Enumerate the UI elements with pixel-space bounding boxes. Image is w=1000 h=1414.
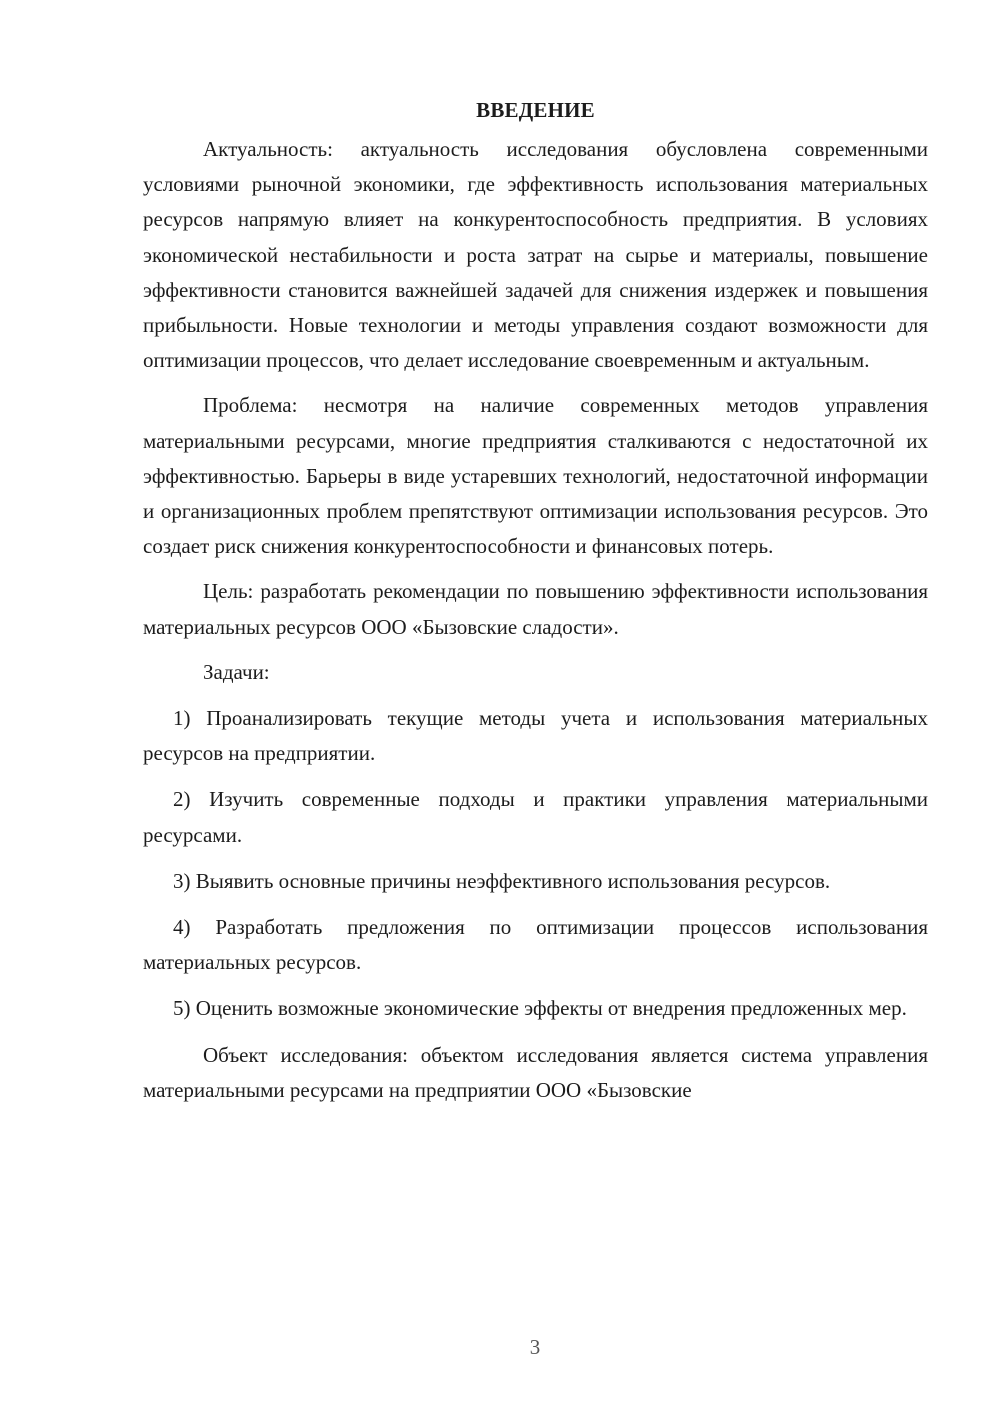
paragraph-goal: Цель: разработать рекомендации по повышению эффективности использования материальных ресурсов ООО «Бызовские сладости». bbox=[143, 579, 928, 639]
paragraph-relevance: Актуальность: актуальность исследования обусловлена современными условиями рыночной экономики, где эффективность использования материальных ресурсов напрямую влияет на конкурентоспособность предприятия. В условиях экономической нестабильности и роста затрат на сырье и материалы, повышение эффективности становится важнейшей задачей для снижения издержек и повышения прибыльности. Новые технологии и методы управления создают возможности для оптимизации процессов, что делает исследование своевременным и актуальным. bbox=[143, 137, 928, 373]
task-item: 1) Проанализировать текущие методы учета и использования материальных ресурсов на предприятии. bbox=[143, 706, 928, 766]
page-number: 3 bbox=[529, 1335, 541, 1359]
task-item: 3) Выявить основные причины неэффективного использования ресурсов. bbox=[173, 868, 831, 893]
section-title: ВВЕДЕНИЕ bbox=[476, 98, 595, 122]
task-item: 2) Изучить современные подходы и практики управления материальными ресурсами. bbox=[143, 787, 928, 847]
page-content bbox=[143, 93, 928, 1108]
tasks-heading: Задачи: bbox=[203, 659, 270, 684]
paragraph-object: Объект исследования: объектом исследования является система управления материальными ресурсами на предприятии ООО «Бызовские bbox=[143, 1042, 928, 1102]
tasks-list bbox=[143, 701, 928, 1027]
task-item: 5) Оценить возможные экономические эффекты от внедрения предложенных мер. bbox=[173, 996, 907, 1021]
paragraph-problem: Проблема: несмотря на наличие современных методов управления материальными ресурсами, многие предприятия сталкиваются с недостаточной их эффективностью. Барьеры в виде устаревших технологий, недостаточной информации и организационных проблем препятствуют оптимизации использования ресурсов. Это создает риск снижения конкурентоспособности и финансовых потерь. bbox=[143, 393, 928, 559]
task-item: 4) Разработать предложения по оптимизации процессов использования материальных ресурсов. bbox=[143, 915, 928, 975]
